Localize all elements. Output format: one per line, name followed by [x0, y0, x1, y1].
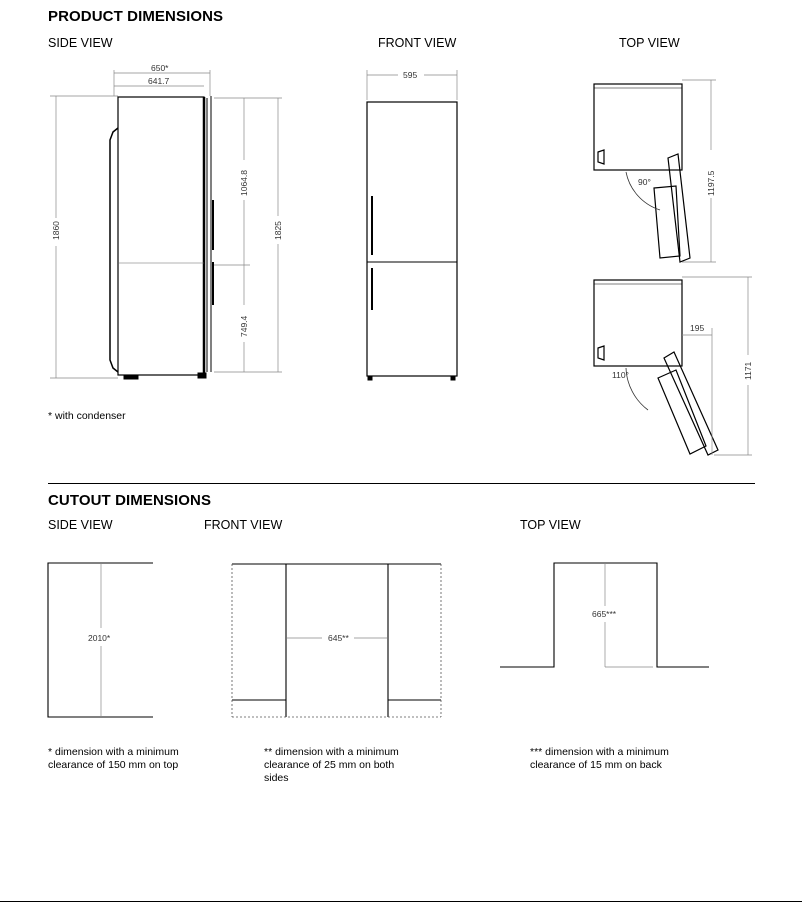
page-bottom-rule [0, 901, 802, 902]
cutout-front-view-label: FRONT VIEW [204, 518, 283, 532]
cutout-front-note-line: sides [264, 772, 289, 784]
dim-lower-height: 749.4 [239, 315, 249, 337]
cutout-dimensions-heading: CUTOUT DIMENSIONS [48, 492, 212, 509]
cutout-front-note [264, 746, 434, 785]
cutout-side-note [48, 746, 208, 772]
product-side-view-label: SIDE VIEW [48, 36, 113, 50]
cutout-side-note-line: * dimension with a minimum [48, 746, 179, 758]
cutout-top-view-label: TOP VIEW [520, 518, 581, 532]
section-divider [48, 483, 755, 484]
cutout-side-view-label: SIDE VIEW [48, 518, 113, 532]
cutout-top-note [530, 746, 700, 772]
dim-angle-110: 110° [612, 370, 629, 380]
product-dimensions-heading: PRODUCT DIMENSIONS [48, 8, 224, 25]
dim-door90-depth: 1197.5 [706, 170, 716, 196]
dim-cutout-depth: 665*** [592, 609, 617, 619]
cutout-front-note-line: ** dimension with a minimum [264, 746, 399, 758]
dim-width: 595 [403, 70, 418, 80]
dim-door110-depth: 1171 [743, 361, 753, 380]
cutout-side-note-line: clearance of 150 mm on top [48, 759, 179, 771]
product-front-view-label: FRONT VIEW [378, 36, 457, 50]
cutout-top-note-line: *** dimension with a minimum [530, 746, 669, 758]
dim-angle-90: 90° [638, 177, 651, 187]
dim-upper-height: 1064.8 [239, 170, 249, 196]
dim-cutout-width: 645** [328, 633, 349, 643]
dim-door110-offset: 195 [690, 323, 705, 333]
dim-body-height: 1825 [273, 221, 283, 240]
cutout-drawings [0, 540, 802, 740]
dim-depth-condenser: 650* [151, 63, 169, 73]
product-top-view-label: TOP VIEW [619, 36, 680, 50]
dim-depth: 641.7 [148, 76, 170, 86]
dim-cutout-height: 2010* [88, 633, 111, 643]
dim-total-height: 1860 [51, 221, 61, 240]
condenser-note: * with condenser [48, 410, 126, 422]
cutout-front-note-line: clearance of 25 mm on both [264, 759, 395, 771]
cutout-top-note-line: clearance of 15 mm on back [530, 759, 662, 771]
